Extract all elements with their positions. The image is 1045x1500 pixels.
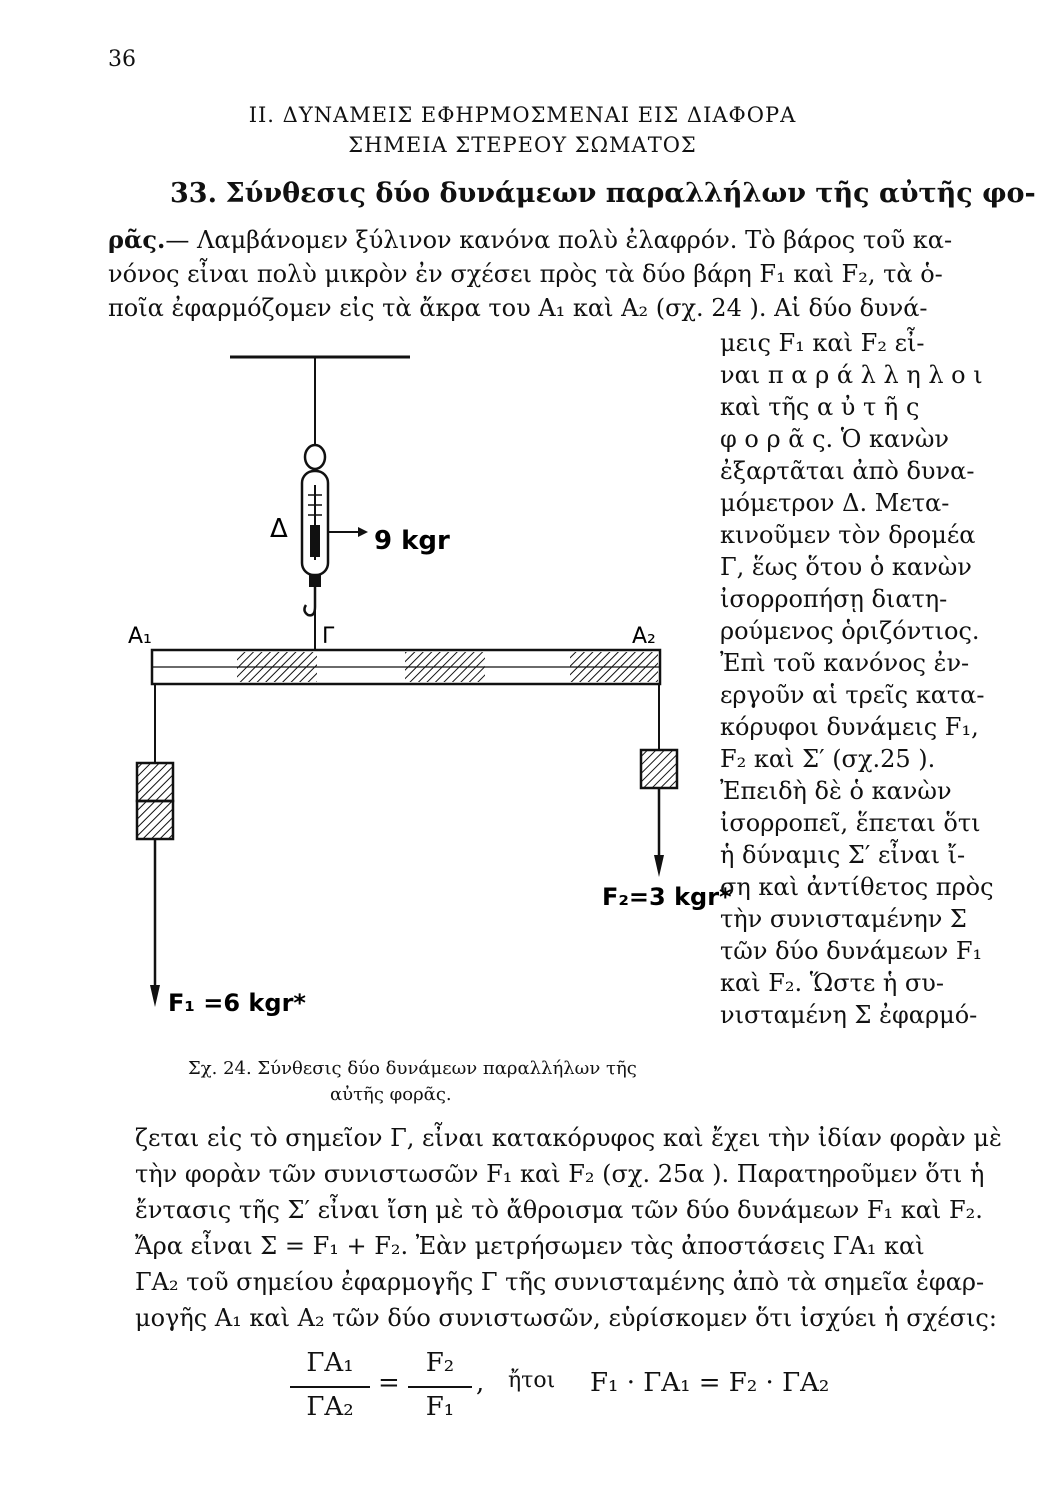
side-line: νισταμένη Σ ἐφαρμό- (720, 1001, 978, 1029)
fraction-lhs-denominator: ΓA₂ (306, 1392, 354, 1422)
section-heading (170, 178, 1036, 210)
label-f2: F₂=3 kgr* (602, 883, 732, 911)
side-line: μόμετρον Δ. Μετα- (720, 489, 950, 517)
equals-sign: = (378, 1368, 400, 1398)
side-line: ἐξαρτᾶται ἀπὸ δυνα- (720, 457, 975, 485)
right-weight (641, 750, 677, 788)
bottom-paragraph (135, 1120, 1002, 1336)
formula-comma: , (476, 1368, 485, 1398)
side-line: τὴν συνισταμένην Σ (720, 905, 967, 933)
side-line: φ ο ρ ᾶ ς. Ὁ κανὼν (720, 425, 949, 453)
side-line: κινοῦμεν τὸν δρομέα (720, 521, 976, 549)
body-line-3: ποῖα ἐφαρμόζομεν εἰς τὰ ἄκρα του A₁ καὶ A₂ (σχ. 24 ). Αἱ δύο δυνά- (108, 294, 928, 322)
dynamometer-indicator (310, 525, 320, 557)
fraction-rhs-numerator: F₂ (425, 1348, 455, 1378)
label-dynamometer: Δ (270, 514, 288, 544)
side-line: Ἐπειδὴ δὲ ὁ κανὼν (720, 777, 952, 805)
side-line: Ἐπὶ τοῦ κανόνος ἐν- (720, 649, 970, 677)
text-line: μογῆς A₁ καὶ A₂ τῶν δύο συνιστωσῶν, εὑρίσκομεν ὅτι ἰσχύει ἡ σχέσις: (135, 1304, 997, 1332)
fraction-bar (290, 1386, 370, 1388)
formula-connector: ἤτοι (508, 1368, 556, 1393)
text-line: ἔντασις τῆς Σ′ εἶναι ἴση μὲ τὸ ἄθροισμα τῶν δύο δυνάμεων F₁ καὶ F₂. (135, 1196, 983, 1224)
text-line: τὴν φορὰν τῶν συνιστωσῶν F₁ καὶ F₂ (σχ. 25α ). Παρατηροῦμεν ὅτι ἡ (135, 1160, 985, 1188)
section-title: Σύνθεσις δύο δυνάμεων παραλλήλων τῆς αὐτῆς φο- (225, 178, 1036, 209)
reading-arrowhead (358, 527, 368, 537)
fraction-bar (408, 1386, 472, 1388)
side-text-column (720, 327, 994, 1031)
section-title-cont: ρᾶς. (108, 225, 166, 254)
equilibrium-formula (290, 1348, 890, 1438)
dynamometer-cap (309, 575, 321, 587)
side-line: Γ, ἕως ὅτου ὁ κανὼν (720, 553, 972, 581)
label-a2: A₂ (632, 624, 656, 649)
figure-24-lever (110, 345, 732, 1025)
f1-arrowhead (150, 985, 160, 1007)
body-line-1 (108, 224, 952, 256)
figure-caption-line1: Σχ. 24. Σύνθεσις δύο δυνάμεων παραλλήλων τῆς (188, 1058, 637, 1079)
side-line: ναι π α ρ ά λ λ η λ ο ι (720, 361, 983, 389)
side-line: καὶ F₂. Ὥστε ἡ συ- (720, 969, 945, 997)
side-line: ἡ δύναμις Σ′ εἶναι ἴ- (720, 841, 966, 869)
label-slider: Γ (322, 624, 335, 649)
f2-arrowhead (654, 855, 664, 877)
side-line: ση καὶ ἀντίθετος πρὸς (720, 873, 994, 901)
side-line: ρούμενος ὁριζόντιος. (720, 617, 980, 645)
side-line: καὶ τῆς α ὐ τ ῆ ς (720, 393, 920, 421)
label-reading: 9 kgr (374, 526, 450, 556)
dynamometer-ring (305, 445, 325, 469)
fraction-lhs-numerator: ΓA₁ (306, 1348, 354, 1378)
side-line: ἰσορροπεῖ, ἕπεται ὅτι (720, 809, 981, 837)
text-line: Ἄρα εἶναι Σ = F₁ + F₂. Ἐὰν μετρήσωμεν τὰς ἀποστάσεις ΓA₁ καὶ (135, 1232, 925, 1260)
page-number: 36 (108, 47, 136, 72)
left-weight-top (137, 763, 173, 801)
figure-caption-line2: αὐτῆς φορᾶς. (330, 1084, 452, 1105)
body-line-2: νόνος εἶναι πολὺ μικρὸν ἐν σχέσει πρὸς τὰ δύο βάρη F₁ καὶ F₂, τὰ ὁ- (108, 260, 943, 288)
left-weight-bottom (137, 801, 173, 839)
side-line: F₂ καὶ Σ′ (σχ.25 ). (720, 745, 936, 773)
text-line: ΓA₂ τοῦ σημείου ἐφαρμογῆς Γ τῆς συνισταμένης ἀπὸ τὰ σημεῖα ἐφαρ- (135, 1268, 985, 1296)
side-line: κόρυφοι δυνάμεις F₁, (720, 713, 979, 741)
label-a1: A₁ (128, 624, 152, 649)
side-line: εργοῦν αἱ τρεῖς κατα- (720, 681, 985, 709)
chapter-title-line2: ΣΗΜΕΙΑ ΣΤΕΡΕΟΥ ΣΩΜΑΤΟΣ (348, 133, 697, 157)
side-line: ἰσορροπήσῃ διατη- (720, 585, 948, 613)
fraction-rhs-denominator: F₁ (425, 1392, 455, 1422)
text-line: ζεται εἰς τὸ σημεῖον Γ, εἶναι κατακόρυφος καὶ ἔχει τὴν ἰδίαν φορὰν μὲ (135, 1124, 1002, 1152)
text-line: — Λαμβάνομεν ξύλινον κανόνα πολὺ ἐλαφρόν. Τὸ βάρος τοῦ κα- (165, 226, 953, 254)
chapter-title-line1: II. ΔΥΝΑΜΕΙΣ ΕΦΗΡΜΟΣΜΕΝΑΙ ΕΙΣ ΔΙΑΦΟΡΑ (248, 103, 797, 127)
hook-icon (304, 587, 315, 615)
side-line: μεις F₁ καὶ F₂ εἶ- (720, 329, 925, 357)
section-number: 33. (170, 178, 217, 209)
formula-product: F₁ · ΓA₁ = F₂ · ΓA₂ (590, 1368, 830, 1398)
side-line: τῶν δύο δυνάμεων F₁ (720, 937, 983, 965)
label-f1: F₁ =6 kgr* (168, 989, 306, 1017)
